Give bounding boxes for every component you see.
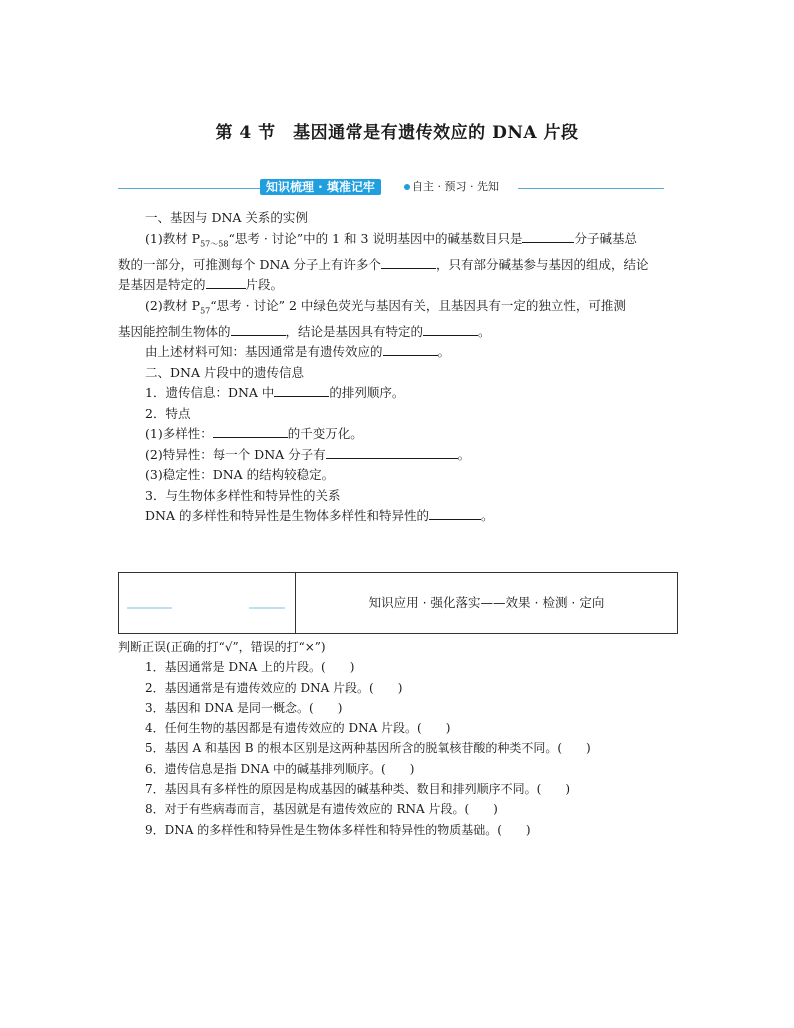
application-box [118,572,678,634]
part2-item3: 3．与生物体多样性和特异性的关系 [145,487,341,503]
judgement-block [118,637,678,840]
judgement-item: 2．基因通常是有遗传效应的 DNA 片段。( ) [145,680,403,695]
part2-heading: 二、DNA 片段中的遗传信息 [145,364,304,380]
part2-item2-1: (1)多样性： 的千变万化。 [145,426,363,441]
fill-blank[interactable] [213,425,288,438]
application-label: 知识应用 · 强化落实——效果 · 检测 · 定向 [368,595,605,610]
part1-p2: (2)教材 $P_{57}“$思考 · 讨论” 2 中绿色荧光与基因有关，且基因具有一定的独立性，可推测 [145,297,626,315]
judgement-item: 9．DNA 的多样性和特异性是生物体多样性和特异性的物质基础。( ) [145,822,531,837]
judgement-item: 6．遗传信息是指 DNA 中的碱基排列顺序。( ) [145,761,415,776]
part1-p1-line2: 数的一部分，可推测每个 DNA 分子上有许多个 ，只有部分碱基参与基因的组成，结论 [118,256,649,272]
decor-line [249,607,285,609]
band-line-right [518,188,664,189]
part1-p2-line2: 基因能控制生物体的 ，结论是基因具有特定的 。 [118,323,491,339]
part1-p1-line3: 是基因是特定的 片段。 [118,277,284,292]
decor-line [127,607,172,609]
judgement-item: 5．基因 A 和基因 B 的根本区别是这两种基因所含的脱氧核苷酸的种类不同。( ) [145,741,591,756]
application-box-left [119,573,296,633]
judgement-intro: 判断正误(正确的打“√”，错误的打“×”) [118,640,326,654]
part1-p1: (1)教材 $P_{57\sim 58}“$思考 · 讨论”中的 1 和 3 说明基因中的碱基数目只是 分子碱基总 [145,230,637,248]
fill-blank[interactable] [423,323,478,336]
judgement-item: 1．基因通常是 DNA 上的片段。( ) [145,660,355,675]
fill-blank[interactable] [522,230,574,243]
judgement-item: 8．对于有些病毒而言，基因就是有遗传效应的 RNA 片段。( ) [145,802,498,817]
band-line-left [118,188,260,189]
fill-blank[interactable] [383,343,438,356]
band-dot-icon [404,184,410,190]
part2-item2: 2．特点 [145,405,191,421]
judgement-item: 3．基因和 DNA 是同一概念。( ) [145,700,343,715]
section-band [118,179,664,195]
page-title: 第 4 节 基因通常是有遗传效应的 DNA 片段 [215,123,579,143]
part1-conclusion: 由上述材料可知：基因通常是有遗传效应的 。 [145,344,451,359]
part2-item3-text: DNA 的多样性和特异性是生物体多样性和特异性的 。 [145,508,494,523]
part1-block [118,208,678,527]
fill-blank[interactable] [381,256,436,269]
section-sub-label: 自主 · 预习 · 先知 [412,180,499,193]
part2-item1: 1．遗传信息：DNA 中 的排列顺序。 [145,385,405,400]
part2-item2-2: (2)特异性：每一个 DNA 分子有 。 [145,446,471,462]
section-label: 知识梳理 · 填准记牢 [260,179,381,195]
fill-blank[interactable] [206,276,246,289]
part1-heading: 一、基因与 DNA 关系的实例 [145,210,308,225]
judgement-item: 7．基因具有多样性的原因是构成基因的碱基种类、数目和排列顺序不同。( ) [145,782,571,797]
fill-blank[interactable] [326,446,458,459]
judgement-item: 4．任何生物的基因都是有遗传效应的 DNA 片段。( ) [145,721,451,736]
fill-blank[interactable] [231,323,286,336]
fill-blank[interactable] [274,384,329,397]
fill-blank[interactable] [429,507,481,520]
part2-item2-3: (3)稳定性：DNA 的结构较稳定。 [145,467,335,482]
